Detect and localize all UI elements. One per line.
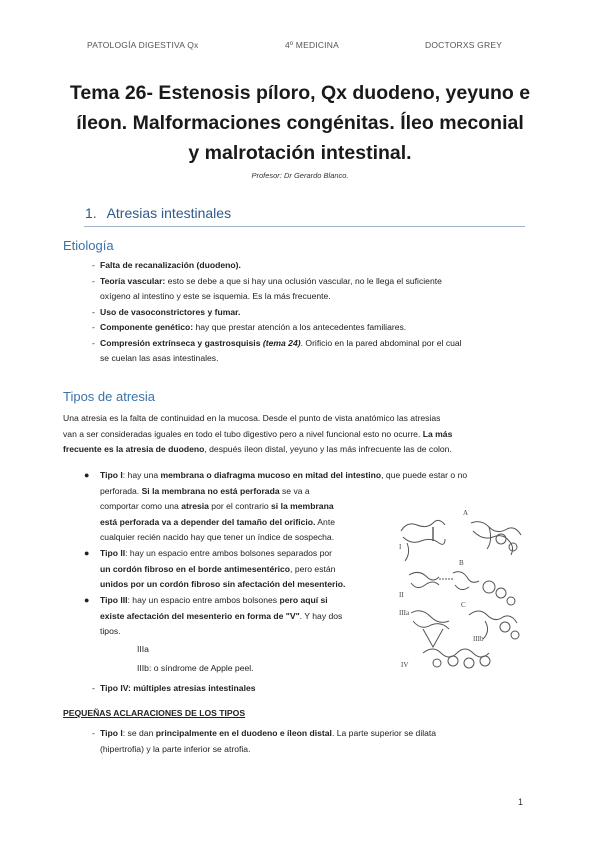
header-author: DOCTORXS GREY <box>425 40 503 50</box>
figure-label: I <box>399 543 402 551</box>
list-item: - Falta de recanalización (duodeno). <box>92 260 241 270</box>
header-year: 4º MEDICINA <box>285 40 339 50</box>
figure-label: IIIb <box>473 635 484 643</box>
figure-label: IV <box>401 661 409 669</box>
figure-label: C <box>461 601 466 609</box>
figure-label: II <box>399 591 404 599</box>
bullet-icon: ● <box>84 548 90 558</box>
etiologia-heading: Etiología <box>63 238 114 253</box>
tipo-3: ● Tipo III: hay un espacio entre ambos bolsones pero aquí si existe afectación del mesenterio en forma de "V". Y hay dos tipos. IIIa IIIb: o síndrome de Apple peel. <box>84 595 343 673</box>
figure-label: A <box>463 509 469 517</box>
tipos-intro: Una atresia es la falta de continuidad en la mucosa. Desde el punto de vista anatómico las atresias van a ser consideradas iguales en todo el tubo digestivo pero a nivel funcional esto no ocurre. La más frecuente es la atresia de duodeno, después íleon distal, yeyuno y las más infrecuente las de colon. <box>63 413 453 454</box>
figure-label: B <box>459 559 464 567</box>
atresia-types-figure <box>393 503 530 675</box>
section-title: Atresias intestinales <box>106 205 232 221</box>
aclaraciones-item: - Tipo I: se dan principalmente en el duodeno e íleon distal. La parte superior se dilata (hipertrofia) y la parte inferior se atrofia. <box>92 728 437 754</box>
bullet-icon: ● <box>84 470 90 480</box>
page-number: 1 <box>518 797 524 807</box>
title-line-1: Tema 26- Estenosis píloro, Qx duodeno, yeyuno e <box>69 82 531 104</box>
bullet-icon: ● <box>84 595 90 605</box>
figure-label: IIIa <box>399 609 410 617</box>
etiologia-list <box>63 258 525 367</box>
title-line-3: y malrotación intestinal. <box>188 142 412 164</box>
aclaraciones-heading: PEQUEÑAS ACLARACIONES DE LOS TIPOS <box>63 708 246 718</box>
title-line-2: íleon. Malformaciones congénitas. Íleo meconial <box>76 112 524 134</box>
list-item: - Teoría vascular: esto se debe a que si hay una oclusión vascular, no le llega el suficiente oxígeno al intestino y este se isquemia. Es la más frecuente. <box>92 275 442 301</box>
tipos-heading: Tipos de atresia <box>63 389 156 404</box>
tipo-2: ● Tipo II: hay un espacio entre ambos bolsones separados por un cordón fibroso en el borde antimesentérico, pero están unidos por un cordón fibroso sin afectación del mesenterio. <box>84 548 346 589</box>
header-course: PATOLOGÍA DIGESTIVA Qx <box>87 40 199 50</box>
section-number: 1. <box>85 205 97 221</box>
page-title <box>30 78 570 168</box>
section-heading <box>85 205 231 221</box>
list-item: - Compresión extrínseca y gastrosquisis (tema 24). Orificio en la pared abdominal por el cual se cuelan las asas intestinales. <box>92 337 462 363</box>
list-item: - Uso de vasoconstrictores y fumar. <box>92 306 241 317</box>
section-divider <box>84 226 525 227</box>
professor: Profesor: Dr Gerardo Blanco. <box>251 171 349 180</box>
tipo-4: - Tipo IV: múltiples atresias intestinales <box>92 683 256 693</box>
list-item: - Componente genético: hay que prestar atención a los antecedentes familiares. <box>92 322 407 332</box>
figure-bowel-sketch <box>401 520 445 531</box>
tipo-1: ● Tipo I: hay una membrana o diafragma mucoso en mitad del intestino, que puede estar o no perforada. Si la membrana no está perforada se va a comportar como una atresia por el contrario si la membrana está perforada va a depender del tamaño del orificio. Ante cualquier recién nacido hay que tener un índice de sospecha. <box>84 470 468 542</box>
